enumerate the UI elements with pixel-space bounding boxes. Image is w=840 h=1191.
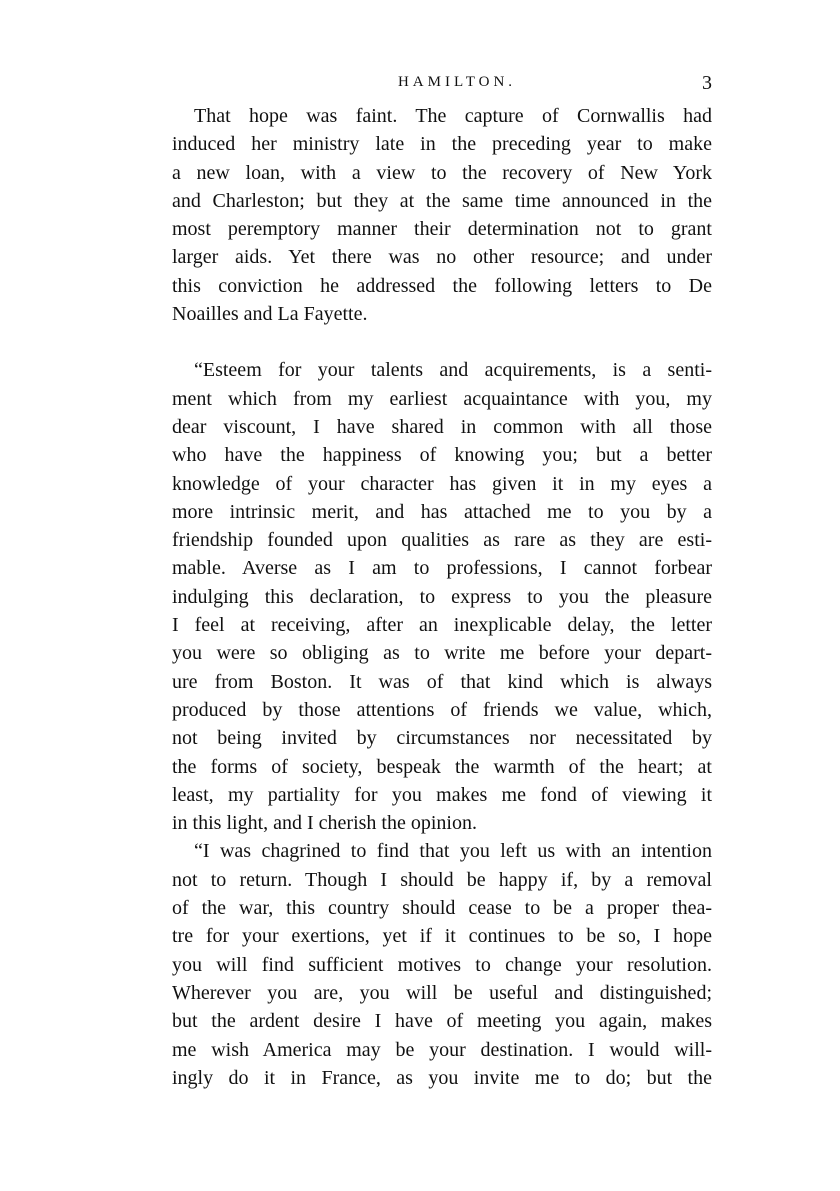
text-line: you were so obliging as to write me before your depart-: [172, 642, 712, 665]
text-line: least, my partiality for you makes me fond of viewing it: [172, 783, 712, 806]
text-line: friendship founded upon qualities as rare as they are esti-: [172, 529, 712, 552]
text-line: not being invited by circumstances nor necessitated by: [172, 727, 712, 750]
book-page: [172, 74, 712, 1092]
text-line: dear viscount, I have shared in common with all those: [172, 415, 712, 438]
text-line: the forms of society, bespeak the warmth of the heart; at: [172, 755, 712, 778]
running-head: [172, 74, 712, 102]
text-line: me wish America may be your destination. I would will-: [172, 1038, 712, 1061]
text-line: mable. Averse as I am to professions, I cannot forbear: [172, 557, 712, 580]
text-line: Noailles and La Fayette.: [172, 303, 368, 326]
running-title: HAMILTON.: [397, 74, 517, 90]
text-line: ure from Boston. It was of that kind which is always: [172, 670, 712, 693]
text-line: of the war, this country should cease to be a proper thea-: [172, 897, 712, 920]
paragraph-gap: [172, 328, 712, 356]
text-line: not to return. Though I should be happy if, by a removal: [172, 868, 712, 891]
text-line: who have the happiness of knowing you; but a better: [172, 444, 712, 467]
text-line: ingly do it in France, as you invite me to do; but the: [172, 1066, 712, 1089]
text-line: I feel at receiving, after an inexplicable delay, the letter: [172, 614, 712, 637]
page-number: 3: [702, 72, 712, 94]
paragraph-3: [172, 837, 712, 1092]
paragraph-2: [172, 356, 712, 837]
paragraph-1: [172, 102, 712, 328]
text-line: tre for your exertions, yet if it continues to be so, I hope: [172, 925, 712, 948]
text-line: most peremptory manner their determination not to grant: [172, 218, 712, 241]
text-line: Wherever you are, you will be useful and distinguished;: [172, 981, 712, 1004]
text-line: “I was chagrined to find that you left us with an intention: [194, 840, 712, 863]
text-line: more intrinsic merit, and has attached me to you by a: [172, 500, 712, 523]
text-line: and Charleston; but they at the same time announced in the: [172, 189, 712, 212]
text-line: in this light, and I cherish the opinion.: [172, 812, 477, 835]
text-line: you will find sufficient motives to change your resolution.: [172, 953, 712, 976]
text-line: “Esteem for your talents and acquirements, is a senti-: [194, 359, 712, 382]
text-line: larger aids. Yet there was no other resource; and under: [172, 246, 712, 269]
text-line: this conviction he addressed the following letters to De: [172, 274, 712, 297]
text-line: indulging this declaration, to express to you the pleasure: [172, 585, 712, 608]
text-line: a new loan, with a view to the recovery of New York: [172, 161, 712, 184]
text-line: ment which from my earliest acquaintance with you, my: [172, 387, 712, 410]
text-line: That hope was faint. The capture of Cornwallis had: [194, 105, 712, 127]
text-line: but the ardent desire I have of meeting you again, makes: [172, 1010, 712, 1033]
text-line: produced by those attentions of friends we value, which,: [172, 698, 712, 721]
text-line: induced her ministry late in the preceding year to make: [172, 133, 712, 156]
text-line: knowledge of your character has given it in my eyes a: [172, 472, 712, 495]
